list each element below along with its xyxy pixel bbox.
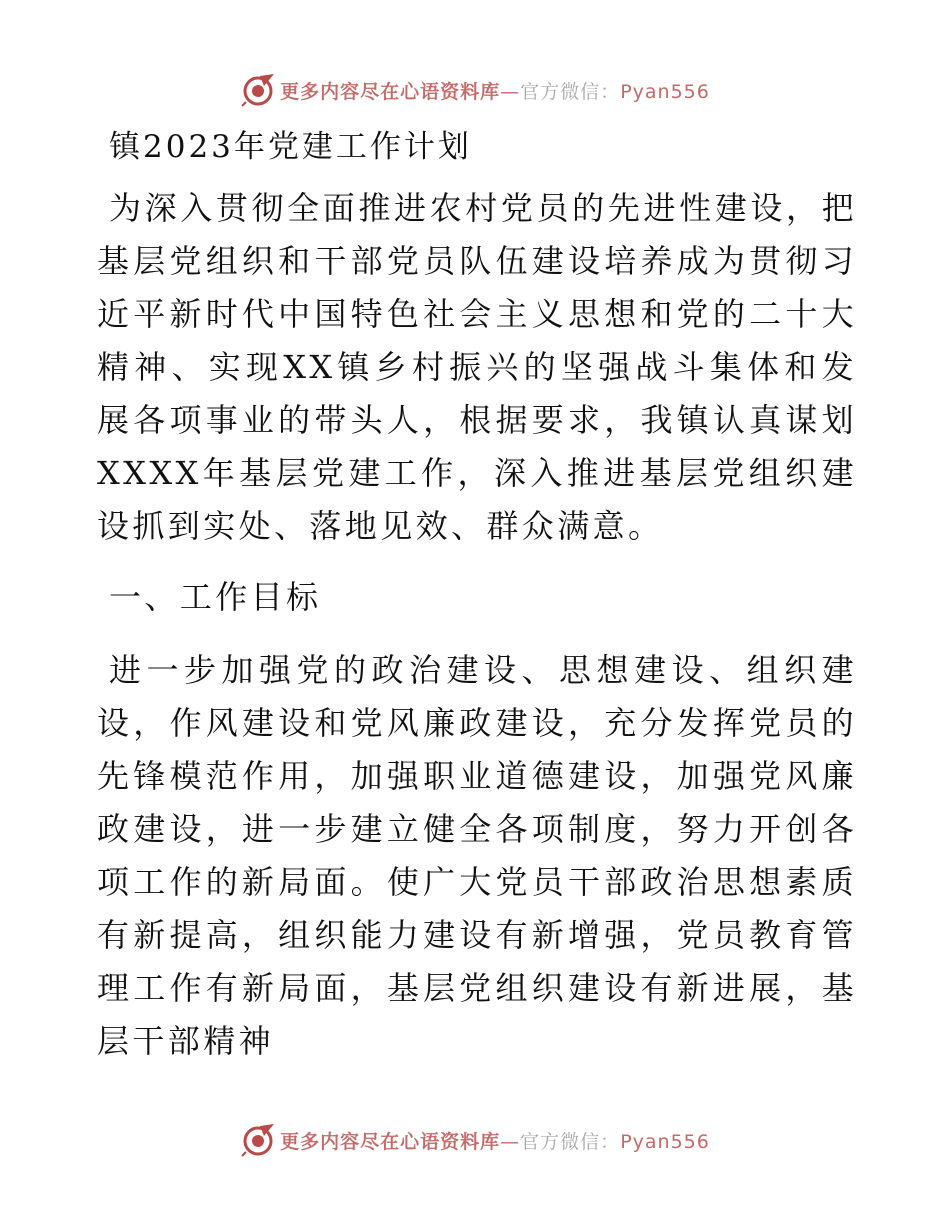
document-title: 镇2023年党建工作计划: [109, 129, 472, 165]
logo-icon: [240, 72, 276, 108]
footer-banner: [0, 1120, 950, 1160]
banner-official-label: 官方微信：: [520, 1130, 621, 1153]
banner-text: [280, 1127, 710, 1154]
banner-brand: 更多内容尽在心语资料库: [280, 1130, 501, 1153]
header-banner: [0, 70, 950, 110]
banner-account: Pyan556: [620, 80, 710, 103]
document-body: [97, 122, 857, 1068]
banner-separator: —: [500, 1130, 521, 1153]
banner-text: [280, 77, 710, 104]
logo-icon: [240, 1122, 276, 1158]
section-heading: 一、工作目标: [109, 578, 322, 616]
banner-separator: —: [500, 80, 521, 103]
banner-account: Pyan556: [620, 1130, 710, 1153]
section-paragraph: 进一步加强党的政治建设、思想建设、组织建设，作风建设和党风廉政建设，充分发挥党员的先锋模范作用，加强职业道德建设，加强党风廉政建设，进一步建立健全各项制度，努力开创各项工作的新局面。使广大党员干部政治思想素质有新提高，组织能力建设有新增强，党员教育管理工作有新局面，基层党组织建设有新进展，基层干部精神: [97, 651, 857, 1060]
banner-brand: 更多内容尽在心语资料库: [280, 80, 501, 103]
intro-paragraph: 为深入贯彻全面推进农村党员的先进性建设，把基层党组织和干部党员队伍建设培养成为贯彻习近平新时代中国特色社会主义思想和党的二十大精神、实现XX镇乡村振兴的坚强战斗集体和发展各项事业的带头人，根据要求，我镇认真谋划XXXX年基层党建工作，深入推进基层党组织建设抓到实处、落地见效、群众满意。: [97, 189, 857, 545]
banner-official-label: 官方微信：: [520, 80, 621, 103]
